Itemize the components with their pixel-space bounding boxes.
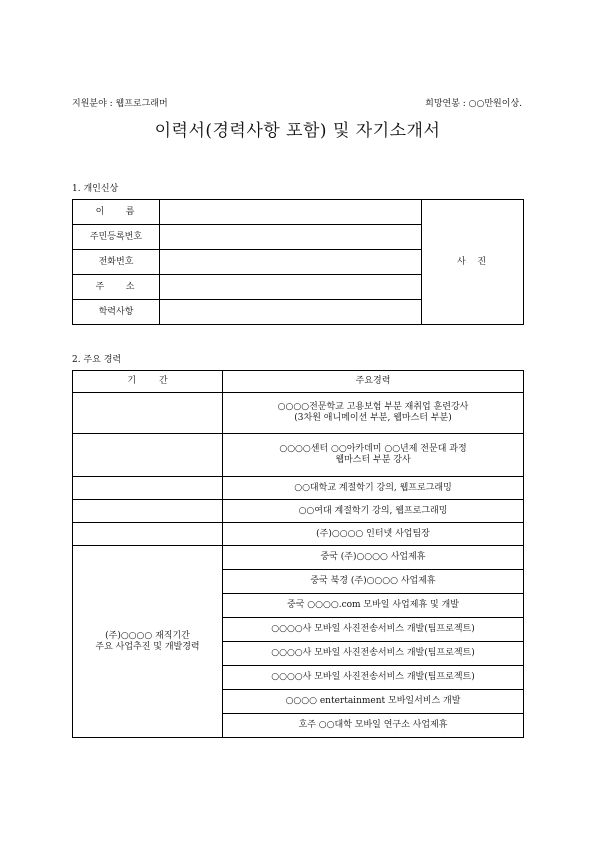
- career-table: [72, 370, 524, 738]
- personal-section-title: 1. 개인신상: [72, 184, 119, 194]
- period-cell[interactable]: [73, 523, 223, 546]
- desired-salary: 희망연봉 : ○○만원이상.: [425, 99, 522, 109]
- career-cell: ○○○○사 모바일 사진전송서비스 개발(팀프로젝트): [223, 642, 524, 666]
- career-cell: ○○여대 계절학기 강의, 웹프로그래밍: [223, 500, 524, 523]
- resident-number-value-cell[interactable]: [160, 225, 422, 250]
- document-title: 이력서(경력사항 포함) 및 자기소개서: [154, 121, 441, 141]
- phone-value-cell[interactable]: [160, 250, 422, 275]
- apply-field: 지원분야 : 웹프로그래머: [72, 99, 168, 109]
- period-cell[interactable]: [73, 434, 223, 477]
- address-value-cell[interactable]: [160, 275, 422, 300]
- career-header: 주요경력: [223, 371, 524, 393]
- name-value-cell[interactable]: [160, 200, 422, 225]
- career-cell: (주)○○○○ 인터넷 사업팀장: [223, 523, 524, 546]
- career-cell: [223, 434, 524, 477]
- career-cell: ○○○○사 모바일 사진전송서비스 개발(팀프로젝트): [223, 666, 524, 690]
- table-row: [73, 477, 524, 500]
- career-cell: ○○대학교 계절학기 강의, 웹프로그래밍: [223, 477, 524, 500]
- table-row: [73, 200, 524, 225]
- period-cell[interactable]: [73, 477, 223, 500]
- group-period-cell: [73, 546, 223, 738]
- group-period-line: 주요 사업추진 및 개발경력: [95, 641, 200, 652]
- career-cell: 중국 ○○○○.com 모바일 사업제휴 및 개발: [223, 594, 524, 618]
- table-row: [73, 546, 524, 570]
- career-cell: ○○○○ entertainment 모바일서비스 개발: [223, 690, 524, 714]
- phone-label: 전화번호: [73, 250, 160, 275]
- period-cell[interactable]: [73, 393, 223, 434]
- period-header: 기 간: [73, 371, 223, 393]
- career-cell: ○○○○사 모바일 사진전송서비스 개발(팀프로젝트): [223, 618, 524, 642]
- career-cell: 중국 북경 (주)○○○○ 사업제휴: [223, 570, 524, 594]
- career-line: (3차원 애니메이션 부분, 웹마스터 부분): [294, 413, 452, 423]
- table-row: [73, 523, 524, 546]
- name-label: 이 름: [73, 200, 160, 225]
- career-line: 웹마스터 부분 강사: [335, 455, 411, 465]
- table-header-row: [73, 371, 524, 393]
- table-row: [73, 500, 524, 523]
- group-period-line: (주)○○○○ 재직기간: [105, 630, 190, 641]
- career-cell: [223, 393, 524, 434]
- photo-cell: 사 진: [422, 200, 524, 325]
- address-label: 주 소: [73, 275, 160, 300]
- career-cell: 중국 (주)○○○○ 사업제휴: [223, 546, 524, 570]
- header-row: [72, 96, 522, 110]
- career-line: ○○○○전문학교 고용보험 부분 재취업 훈련강사: [277, 402, 469, 412]
- resident-number-label: 주민등록번호: [73, 225, 160, 250]
- personal-info-table: [72, 199, 524, 325]
- career-line: ○○○○센터 ○○아카데미 ○○년제 전문대 과정: [279, 444, 467, 454]
- career-section-title: 2. 주요 경력: [72, 355, 122, 365]
- table-row: [73, 434, 524, 477]
- education-label: 학력사항: [73, 300, 160, 325]
- table-row: [73, 393, 524, 434]
- education-value-cell[interactable]: [160, 300, 422, 325]
- career-cell: 호주 ○○대학 모바일 연구소 사업제휴: [223, 714, 524, 738]
- period-cell[interactable]: [73, 500, 223, 523]
